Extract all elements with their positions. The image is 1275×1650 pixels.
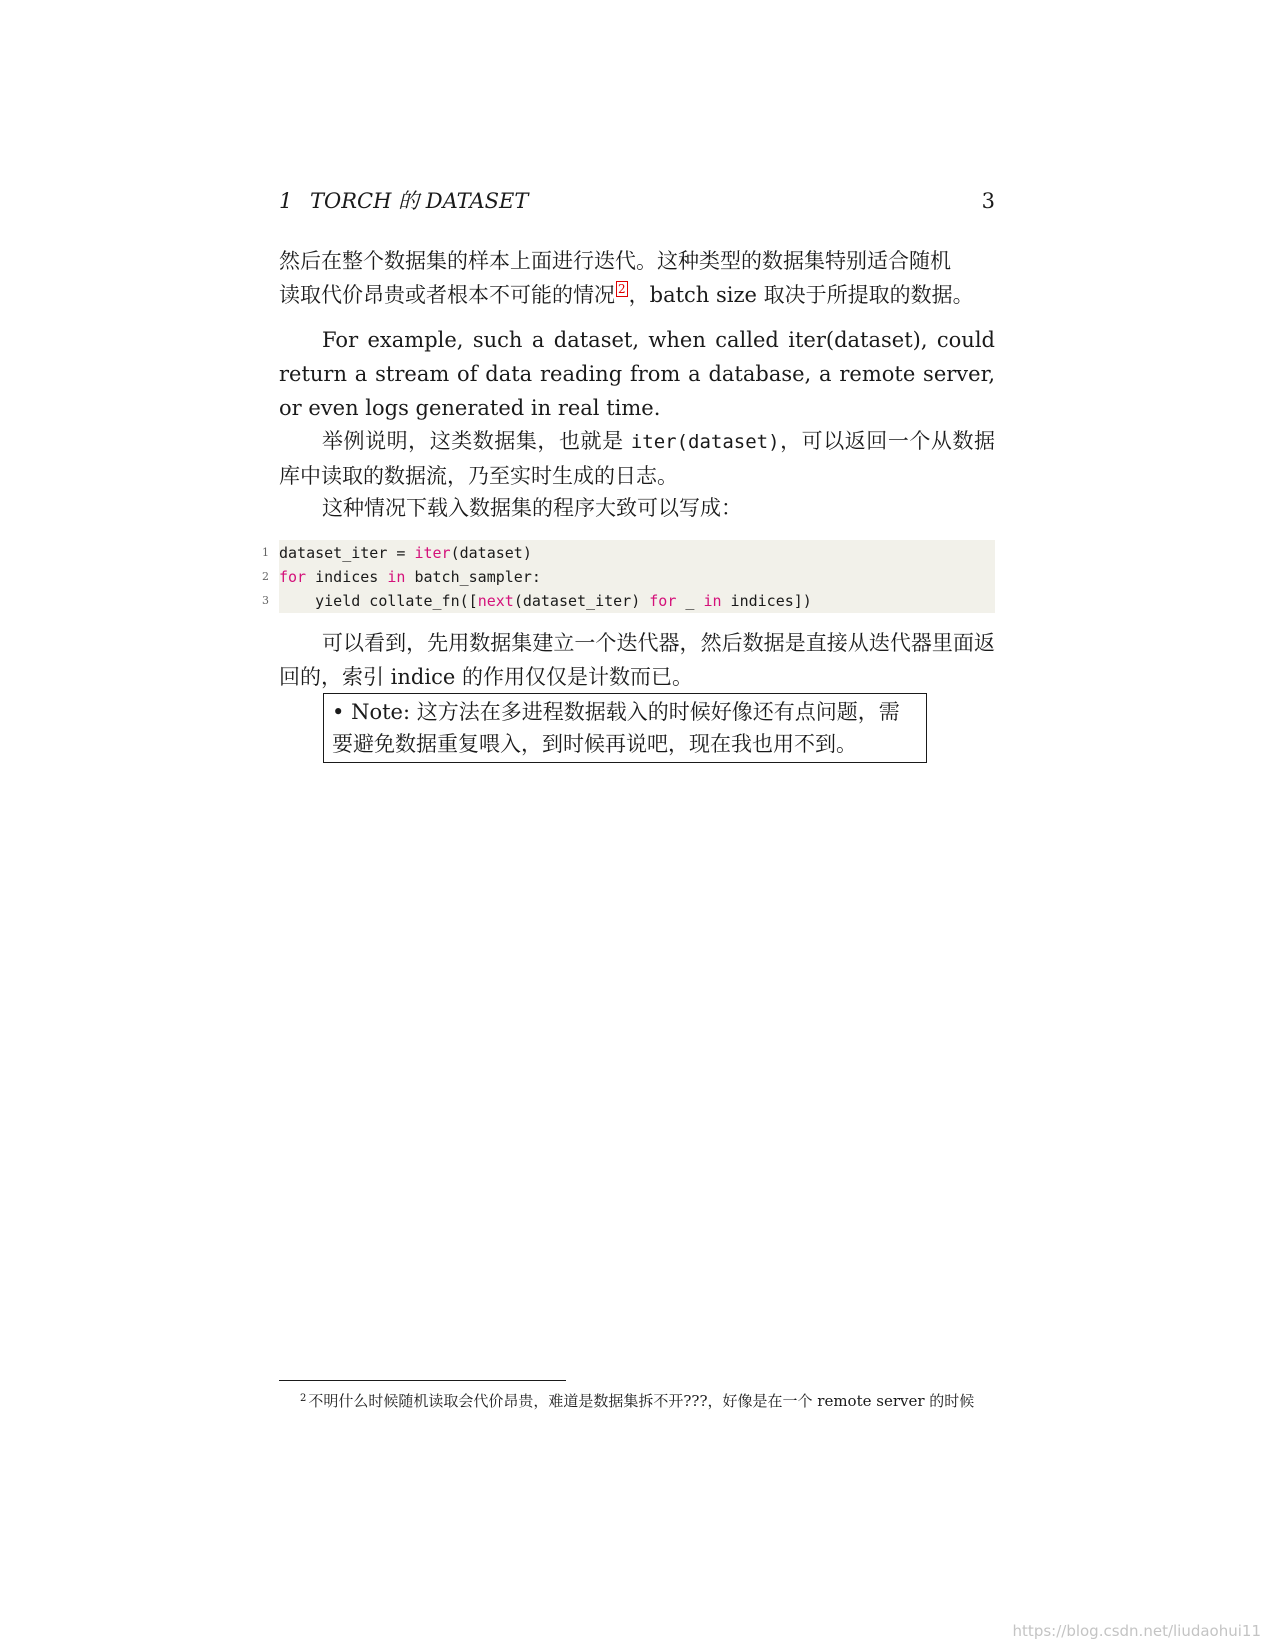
note-text: Note: 这方法在多进程数据载入的时候好像还有点问题，需	[351, 700, 900, 724]
code-token: _	[676, 592, 704, 610]
paragraph-1-text: 读取代价昂贵或者根本不可能的情况	[279, 283, 615, 307]
code-keyword: for	[279, 568, 307, 586]
paragraph-5-text: 可以看到，先用数据集建立一个迭代器，然后数据是直接从迭代器里面返回的，索引 indice 的作用仅仅是计数而已。	[279, 631, 995, 689]
code-token: indices])	[721, 592, 812, 610]
note-box	[323, 693, 927, 763]
page-number: 3	[981, 189, 995, 213]
line-number: 3	[262, 594, 269, 607]
footnote	[300, 1388, 1000, 1412]
running-head	[279, 186, 995, 216]
footnote-number: 2	[300, 1393, 307, 1404]
code-keyword: iter	[414, 544, 451, 562]
paragraph-4-text: 这种情况下载入数据集的程序大致可以写成：	[322, 496, 742, 520]
paragraph-4	[279, 491, 995, 525]
watermark: https://blog.csdn.net/liudaohui11	[1012, 1622, 1261, 1640]
line-number: 1	[262, 546, 269, 559]
code-token: dataset_iter =	[279, 544, 415, 562]
code-line	[262, 541, 532, 565]
code-token: indices	[306, 568, 388, 586]
paragraph-2	[279, 323, 995, 425]
note-line-1	[332, 696, 918, 728]
code-block	[262, 540, 995, 613]
footnote-link[interactable]: 2	[618, 282, 626, 296]
code-line	[262, 589, 812, 613]
section-title: TORCH 的 DATASET	[310, 189, 529, 213]
footnote-rule	[279, 1380, 566, 1381]
code-keyword: next	[477, 592, 514, 610]
bullet-icon: •	[332, 700, 345, 724]
code-token: (dataset)	[450, 544, 532, 562]
footnote-text: 不明什么时候随机读取会代价昂贵，难道是数据集拆不开???，好像是在一个 remote server 的时候	[308, 1392, 975, 1410]
code-token: yield collate_fn([	[279, 592, 478, 610]
line-number: 2	[262, 570, 269, 583]
code-keyword: in	[387, 568, 406, 586]
paragraph-5	[279, 626, 995, 694]
paragraph-1	[279, 244, 995, 312]
code-keyword: in	[703, 592, 722, 610]
code-token: (dataset_iter)	[513, 592, 650, 610]
paragraph-3-text-end: ，可以返回一个从数据库中读取的数据流，乃至实时生成的日志。	[279, 429, 995, 488]
paragraph-1-line-1: 然后在整个数据集的样本上面进行迭代。这种类型的数据集特别适合随机	[279, 249, 951, 273]
paragraph-2-text: For example, such a dataset, when called iter(dataset), could return a stream of data reading from a database, a remote server, or even logs generated in real time.	[279, 328, 995, 420]
inline-code: iter(dataset)	[630, 431, 780, 453]
paragraph-1-line-2	[279, 278, 995, 312]
paragraph-3-text-start: 举例说明，这类数据集，也就是	[322, 429, 631, 453]
code-line	[262, 565, 541, 589]
note-line-2: 要避免数据重复喂入，到时候再说吧，现在我也用不到。	[332, 732, 857, 756]
section-number: 1	[279, 189, 293, 213]
paragraph-3	[279, 424, 995, 493]
paragraph-1-text-end: ，batch size 取决于所提取的数据。	[628, 283, 974, 307]
code-token: batch_sampler:	[405, 568, 541, 586]
code-keyword: for	[649, 592, 677, 610]
paragraph-3-text	[279, 424, 995, 493]
